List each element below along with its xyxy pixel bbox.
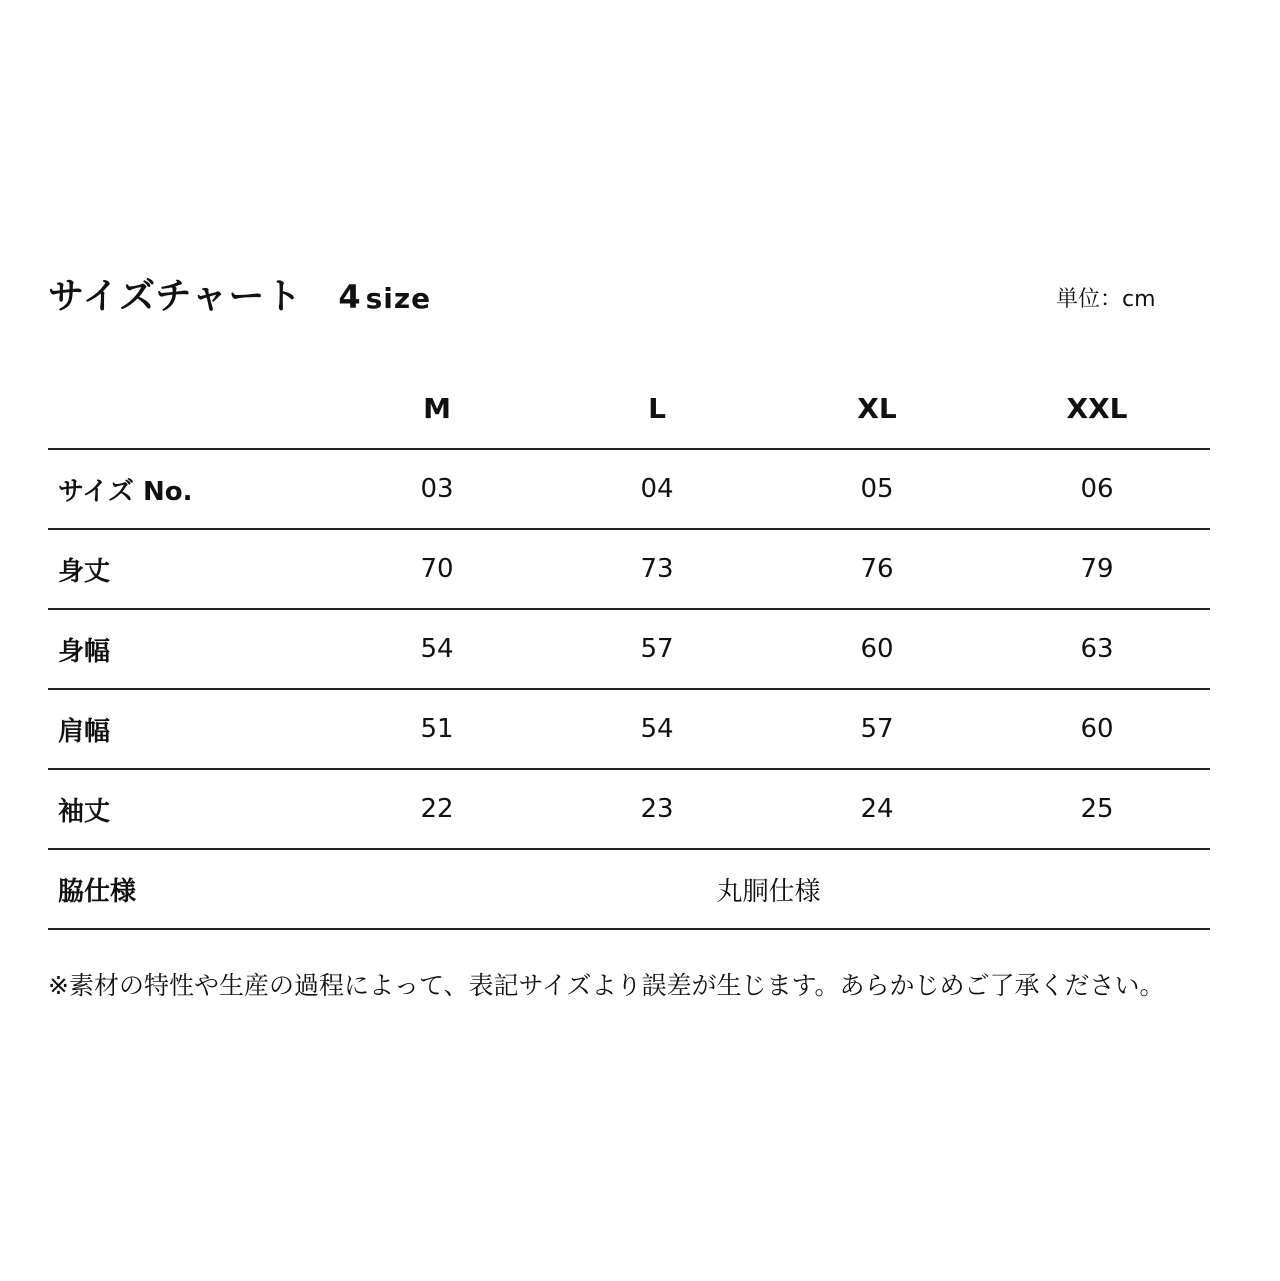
table-cell: 54	[420, 634, 454, 664]
row-label: 身丈	[58, 556, 111, 587]
table-cell: 51	[420, 714, 454, 744]
size-count: 4	[338, 278, 362, 316]
table-cell: 25	[1080, 794, 1114, 824]
disclaimer-note: ※素材の特性や生産の過程によって、表記サイズより誤差が生じます。あらかじめご了承ください。	[48, 971, 1165, 1000]
table-row-sleeve-length	[48, 770, 1210, 850]
table-cell: 04	[640, 474, 674, 504]
row-label: 脇仕様	[58, 876, 137, 907]
table-row-body-length	[48, 530, 1210, 610]
table-cell: 73	[640, 554, 674, 584]
table-cell: 22	[420, 794, 454, 824]
table-cell: 76	[860, 554, 894, 584]
table-cell: 79	[1080, 554, 1114, 584]
row-label: 肩幅	[58, 716, 111, 747]
column-header-l: L	[648, 391, 666, 425]
table-cell: 60	[860, 634, 894, 664]
table-header-row	[48, 368, 1210, 450]
row-label: 身幅	[58, 636, 111, 667]
table-cell: 03	[420, 474, 454, 504]
table-cell: 63	[1080, 634, 1114, 664]
table-row-shoulder-width	[48, 690, 1210, 770]
table-cell: 70	[420, 554, 454, 584]
table-cell-spanning: 丸胴仕様	[716, 876, 821, 907]
table-cell: 06	[1080, 474, 1114, 504]
table-row-body-width	[48, 610, 1210, 690]
table-row-size-no	[48, 450, 1210, 530]
row-label: 袖丈	[58, 796, 111, 827]
table-cell: 05	[860, 474, 894, 504]
table-cell: 24	[860, 794, 894, 824]
size-table	[48, 368, 1210, 930]
table-cell: 54	[640, 714, 674, 744]
table-cell: 57	[640, 634, 674, 664]
size-word: size	[365, 282, 432, 315]
table-cell: 23	[640, 794, 674, 824]
table-cell: 60	[1080, 714, 1114, 744]
unit-label: 単位：cm	[1056, 287, 1156, 312]
table-row-side-spec	[48, 850, 1210, 930]
table-cell: 57	[860, 714, 894, 744]
column-header-m: M	[423, 391, 451, 425]
column-header-xl: XL	[857, 391, 897, 425]
column-header-xxl: XXL	[1066, 391, 1128, 425]
title-text: サイズチャート	[48, 276, 303, 317]
row-label: サイズ No.	[58, 476, 193, 507]
page-title	[48, 268, 431, 319]
